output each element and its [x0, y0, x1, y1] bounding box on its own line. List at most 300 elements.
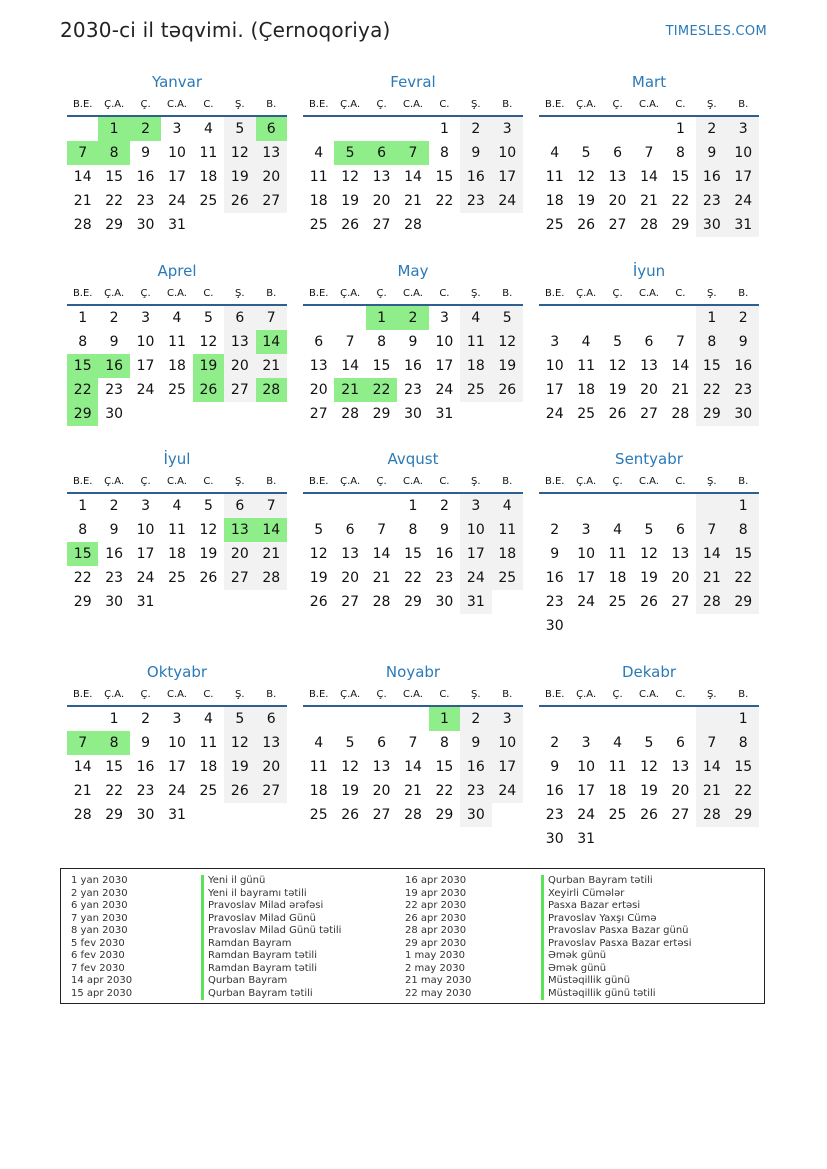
weekday-label: Ş.: [235, 99, 245, 110]
day-cell: 22: [696, 378, 727, 402]
day-cell: 30: [105, 406, 124, 422]
day-cell: 28: [671, 406, 690, 422]
day-cell: 29: [696, 402, 727, 426]
weekday-label: Ç.: [376, 288, 387, 299]
day-cell: 5: [203, 310, 213, 326]
day-cell: 15: [67, 354, 98, 378]
legend-holiday-name: Ramdan Bayram tətili: [201, 963, 341, 976]
day-cell: 13: [671, 759, 690, 775]
day-cell: 1: [728, 707, 759, 731]
month-1: [67, 72, 287, 237]
day-cell: 5: [492, 306, 523, 330]
day-cell: 16: [105, 546, 124, 562]
day-cell: 11: [199, 145, 218, 161]
day-cell: 27: [309, 406, 328, 422]
weekday-label: Ş.: [471, 689, 481, 700]
day-cell: 25: [608, 594, 627, 610]
day-cell: 16: [98, 354, 129, 378]
weekday-label: Ş.: [471, 288, 481, 299]
day-cell: 20: [309, 382, 328, 398]
legend-holiday-name: Pravoslav Milad Günü tətili: [201, 925, 341, 938]
weekday-header: [303, 95, 523, 115]
day-cell: 26: [199, 570, 218, 586]
empty-cell: [539, 707, 570, 731]
weekday-label: B.: [502, 476, 513, 487]
day-cell: 3: [460, 494, 491, 518]
weekday-label: B.E.: [544, 99, 565, 110]
day-cell: 27: [224, 378, 255, 402]
month-11: [303, 662, 523, 827]
day-cell: 16: [460, 165, 491, 189]
day-cell: 2: [696, 117, 727, 141]
day-cell: 20: [341, 570, 360, 586]
day-cell: 27: [341, 594, 360, 610]
day-grid: [67, 707, 287, 827]
day-cell: 7: [67, 141, 98, 165]
day-cell: 7: [696, 731, 727, 755]
weekday-label: C.A.: [402, 476, 423, 487]
weekday-label: C.: [439, 99, 450, 110]
weekday-label: Ş.: [707, 99, 717, 110]
weekday-label: Ç.: [140, 476, 151, 487]
weekday-label: Ç.: [140, 689, 151, 700]
day-grid: [539, 117, 759, 237]
day-cell: 24: [728, 189, 759, 213]
day-cell: 25: [608, 807, 627, 823]
day-cell: 21: [696, 566, 727, 590]
day-cell: 5: [224, 707, 255, 731]
day-cell: 19: [309, 570, 328, 586]
weekday-label: B.: [266, 288, 277, 299]
day-cell: 1: [696, 306, 727, 330]
day-cell: 23: [460, 189, 491, 213]
legend-holiday-name: Pravoslav Milad Günü: [201, 913, 341, 926]
day-cell: 17: [168, 759, 186, 775]
day-cell: 16: [545, 783, 564, 799]
month-name: Yanvar: [151, 73, 203, 91]
day-cell: 11: [309, 759, 328, 775]
empty-cell: [602, 306, 633, 330]
day-cell: 22: [671, 193, 690, 209]
weekday-label: Ş.: [471, 476, 481, 487]
day-cell: 20: [224, 354, 255, 378]
day-cell: 23: [696, 189, 727, 213]
day-cell: 4: [314, 735, 324, 751]
legend-holiday-name: Qurban Bayram tətili: [541, 875, 691, 888]
legend-holiday-name: Əmək günü: [541, 963, 691, 976]
weekday-label: Ş.: [235, 689, 245, 700]
day-cell: 13: [671, 546, 690, 562]
day-cell: 30: [460, 803, 491, 827]
empty-cell: [193, 803, 224, 827]
day-cell: 9: [460, 141, 491, 165]
day-cell: 25: [309, 217, 328, 233]
day-cell: 9: [141, 145, 151, 161]
day-grid: [539, 306, 759, 426]
weekday-label: C.A.: [638, 99, 659, 110]
day-cell: 8: [78, 334, 88, 350]
weekday-header: [303, 472, 523, 492]
day-cell: 25: [168, 382, 186, 398]
weekday-header: [303, 685, 523, 705]
day-cell: 11: [608, 546, 627, 562]
day-cell: 17: [492, 165, 523, 189]
legend-holiday-name: Müstəqillik günü: [541, 975, 691, 988]
day-cell: 13: [256, 731, 287, 755]
page-title: 2030-ci il təqvimi. (Çernoqoriya): [60, 18, 391, 42]
month-name: Avqust: [387, 450, 439, 468]
day-cell: 21: [671, 382, 690, 398]
day-cell: 21: [334, 378, 365, 402]
legend-date: 1 may 2030: [405, 950, 465, 961]
day-cell: 8: [439, 735, 449, 751]
day-cell: 9: [109, 334, 119, 350]
day-cell: 8: [78, 522, 88, 538]
day-cell: 25: [460, 378, 491, 402]
day-cell: 17: [136, 546, 155, 562]
empty-cell: [539, 117, 570, 141]
weekday-label: B.E.: [72, 476, 93, 487]
day-cell: 27: [372, 807, 391, 823]
legend-holiday-name: Pravoslav Yaxşı Cümə: [541, 913, 691, 926]
day-cell: 14: [73, 759, 92, 775]
day-cell: 21: [73, 783, 92, 799]
empty-cell: [728, 614, 759, 638]
weekday-label: C.: [439, 476, 450, 487]
day-cell: 7: [67, 731, 98, 755]
day-cell: 31: [168, 217, 186, 233]
day-cell: 11: [608, 759, 627, 775]
weekday-label: Ş.: [235, 476, 245, 487]
day-cell: 24: [577, 594, 596, 610]
day-cell: 29: [671, 217, 690, 233]
day-cell: 10: [136, 334, 155, 350]
day-cell: 5: [203, 498, 213, 514]
empty-cell: [602, 707, 633, 731]
empty-cell: [224, 590, 255, 614]
weekday-label: C.: [203, 99, 214, 110]
day-cell: 24: [168, 783, 186, 799]
day-cell: 1: [366, 306, 397, 330]
weekday-label: C.: [203, 288, 214, 299]
day-cell: 24: [136, 570, 155, 586]
day-cell: 5: [581, 145, 591, 161]
day-cell: 20: [640, 382, 658, 398]
empty-cell: [460, 213, 491, 237]
weekday-label: C.A.: [402, 99, 423, 110]
day-cell: 9: [460, 731, 491, 755]
month-name: Dekabr: [621, 663, 677, 681]
day-cell: 18: [168, 358, 186, 374]
day-cell: 31: [728, 213, 759, 237]
day-cell: 15: [696, 354, 727, 378]
empty-cell: [429, 213, 460, 237]
day-cell: 17: [577, 570, 596, 586]
day-cell: 6: [366, 141, 397, 165]
day-cell: 24: [168, 193, 186, 209]
legend-holiday-name: Əmək günü: [541, 950, 691, 963]
day-cell: 11: [168, 522, 186, 538]
day-cell: 19: [577, 193, 596, 209]
day-cell: 15: [728, 542, 759, 566]
brand-link[interactable]: TIMESLES.COM: [665, 24, 767, 39]
day-cell: 22: [728, 566, 759, 590]
day-cell: 27: [640, 406, 658, 422]
empty-cell: [334, 494, 365, 518]
day-cell: 9: [696, 141, 727, 165]
weekday-label: C.A.: [638, 288, 659, 299]
day-cell: 20: [671, 783, 690, 799]
day-cell: 3: [492, 117, 523, 141]
day-cell: 10: [577, 546, 596, 562]
day-cell: 3: [141, 310, 151, 326]
day-cell: 22: [435, 193, 454, 209]
empty-cell: [633, 707, 664, 731]
day-cell: 14: [671, 358, 690, 374]
empty-cell: [303, 707, 334, 731]
day-cell: 6: [256, 117, 287, 141]
weekday-label: Ç.: [140, 288, 151, 299]
legend-date: 6 yan 2030: [71, 900, 128, 911]
day-cell: 26: [608, 406, 627, 422]
month-2: [303, 72, 523, 237]
weekday-label: Ç.A.: [340, 689, 361, 700]
empty-cell: [256, 590, 287, 614]
day-cell: 4: [172, 498, 182, 514]
day-cell: 26: [224, 189, 255, 213]
legend-holiday-name: Qurban Bayram tətili: [201, 988, 341, 1001]
day-cell: 25: [577, 406, 596, 422]
day-cell: 21: [696, 779, 727, 803]
day-cell: 18: [168, 546, 186, 562]
day-cell: 4: [613, 735, 623, 751]
month-6: [539, 261, 759, 426]
weekday-label: C.A.: [166, 689, 187, 700]
day-cell: 3: [172, 121, 182, 137]
day-cell: 11: [577, 358, 596, 374]
empty-cell: [366, 117, 397, 141]
day-cell: 29: [105, 807, 124, 823]
legend-holiday-name: Pasxa Bazar ertəsi: [541, 900, 691, 913]
day-cell: 17: [435, 358, 454, 374]
weekday-label: B.: [738, 689, 749, 700]
weekday-label: Ç.A.: [104, 476, 125, 487]
day-cell: 13: [608, 169, 627, 185]
empty-cell: [256, 803, 287, 827]
weekday-label: B.: [738, 288, 749, 299]
day-cell: 23: [404, 382, 422, 398]
day-cell: 20: [671, 570, 690, 586]
day-cell: 12: [492, 330, 523, 354]
day-cell: 18: [608, 783, 627, 799]
day-cell: 5: [345, 735, 355, 751]
day-cell: 12: [341, 759, 360, 775]
legend-date: 22 apr 2030: [405, 900, 467, 911]
legend-date: 15 apr 2030: [71, 987, 133, 999]
day-cell: 29: [372, 406, 391, 422]
empty-cell: [602, 614, 633, 638]
day-cell: 2: [550, 522, 560, 538]
day-cell: 30: [404, 406, 422, 422]
legend-date: 26 apr 2030: [405, 912, 467, 924]
weekday-label: B.: [738, 476, 749, 487]
day-cell: 7: [696, 518, 727, 542]
day-cell: 8: [728, 731, 759, 755]
day-cell: 7: [256, 494, 287, 518]
empty-cell: [492, 803, 523, 827]
weekday-label: Ş.: [707, 288, 717, 299]
day-cell: 7: [345, 334, 355, 350]
day-cell: 21: [256, 542, 287, 566]
day-cell: 21: [404, 193, 422, 209]
weekday-label: Ç.: [376, 476, 387, 487]
weekday-label: B.E.: [308, 476, 329, 487]
day-cell: 29: [728, 590, 759, 614]
legend-dates-col-1: [71, 875, 132, 1000]
empty-cell: [256, 213, 287, 237]
day-cell: 21: [640, 193, 658, 209]
day-cell: 29: [67, 402, 98, 426]
day-cell: 28: [696, 590, 727, 614]
day-cell: 23: [728, 378, 759, 402]
weekday-label: C.A.: [402, 689, 423, 700]
day-cell: 27: [671, 807, 690, 823]
day-cell: 12: [577, 169, 596, 185]
empty-cell: [193, 402, 224, 426]
legend-date: 6 fev 2030: [71, 950, 125, 961]
empty-cell: [130, 402, 161, 426]
empty-cell: [303, 117, 334, 141]
weekday-label: B.E.: [544, 689, 565, 700]
day-cell: 13: [640, 358, 658, 374]
day-cell: 23: [105, 570, 124, 586]
day-cell: 14: [341, 358, 360, 374]
day-cell: 12: [309, 546, 328, 562]
day-cell: 10: [435, 334, 454, 350]
weekday-label: B.E.: [308, 99, 329, 110]
day-cell: 17: [492, 755, 523, 779]
day-cell: 7: [256, 306, 287, 330]
day-cell: 3: [141, 498, 151, 514]
day-cell: 30: [728, 402, 759, 426]
day-cell: 22: [728, 779, 759, 803]
day-cell: 30: [545, 831, 564, 847]
day-cell: 23: [136, 783, 155, 799]
day-cell: 19: [492, 354, 523, 378]
day-cell: 13: [372, 759, 391, 775]
day-cell: 12: [199, 334, 218, 350]
day-cell: 24: [435, 382, 454, 398]
day-cell: 8: [98, 731, 129, 755]
day-cell: 3: [581, 522, 591, 538]
day-cell: 12: [341, 169, 360, 185]
legend-holiday-name: Yeni il günü: [201, 875, 341, 888]
day-cell: 2: [130, 117, 161, 141]
day-cell: 28: [256, 378, 287, 402]
day-cell: 25: [199, 193, 218, 209]
weekday-label: Ç.A.: [340, 288, 361, 299]
weekday-header: [539, 95, 759, 115]
weekday-label: Ş.: [235, 288, 245, 299]
day-cell: 17: [168, 169, 186, 185]
day-grid: [67, 494, 287, 614]
day-cell: 24: [460, 566, 491, 590]
weekday-label: Ş.: [707, 476, 717, 487]
legend-date: 14 apr 2030: [71, 975, 133, 986]
day-cell: 13: [256, 141, 287, 165]
day-cell: 25: [168, 570, 186, 586]
day-cell: 23: [460, 779, 491, 803]
day-cell: 5: [314, 522, 324, 538]
day-cell: 5: [613, 334, 623, 350]
day-cell: 18: [309, 193, 328, 209]
day-cell: 15: [67, 542, 98, 566]
weekday-label: Ç.: [612, 288, 623, 299]
day-cell: 19: [341, 193, 360, 209]
day-cell: 15: [105, 169, 124, 185]
legend-holiday-name: Ramdan Bayram: [201, 938, 341, 951]
day-cell: 22: [67, 378, 98, 402]
weekday-label: Ç.A.: [576, 476, 597, 487]
day-cell: 2: [728, 306, 759, 330]
day-cell: 20: [372, 193, 391, 209]
day-cell: 5: [644, 735, 654, 751]
empty-cell: [67, 707, 98, 731]
day-cell: 10: [168, 145, 186, 161]
day-cell: 8: [408, 522, 418, 538]
empty-cell: [633, 827, 664, 851]
day-cell: 26: [640, 807, 658, 823]
legend-date: 2 yan 2030: [71, 887, 128, 899]
day-cell: 5: [644, 522, 654, 538]
day-cell: 6: [377, 735, 387, 751]
day-cell: 14: [696, 542, 727, 566]
empty-cell: [665, 614, 696, 638]
day-cell: 7: [408, 735, 418, 751]
day-cell: 27: [608, 217, 627, 233]
day-cell: 20: [608, 193, 627, 209]
weekday-label: B.E.: [308, 689, 329, 700]
day-cell: 4: [492, 494, 523, 518]
weekday-header: [67, 685, 287, 705]
weekday-label: C.: [439, 689, 450, 700]
day-cell: 3: [492, 707, 523, 731]
month-name: May: [397, 262, 429, 280]
day-cell: 29: [73, 594, 92, 610]
day-cell: 18: [309, 783, 328, 799]
day-cell: 24: [545, 406, 564, 422]
day-cell: 11: [545, 169, 564, 185]
day-cell: 3: [728, 117, 759, 141]
day-cell: 11: [309, 169, 328, 185]
day-cell: 26: [341, 217, 360, 233]
day-cell: 12: [640, 546, 658, 562]
day-cell: 6: [224, 306, 255, 330]
weekday-label: Ç.A.: [576, 288, 597, 299]
weekday-label: Ç.: [376, 689, 387, 700]
legend-holiday-name: Pravoslav Milad ərəfəsi: [201, 900, 341, 913]
day-cell: 20: [224, 542, 255, 566]
month-3: [539, 72, 759, 237]
legend-date: 29 apr 2030: [405, 937, 467, 949]
day-cell: 23: [105, 382, 124, 398]
day-cell: 22: [105, 783, 124, 799]
weekday-label: B.E.: [308, 288, 329, 299]
month-name: Aprel: [157, 262, 197, 280]
day-cell: 17: [460, 542, 491, 566]
day-cell: 13: [224, 518, 255, 542]
day-cell: 8: [98, 141, 129, 165]
